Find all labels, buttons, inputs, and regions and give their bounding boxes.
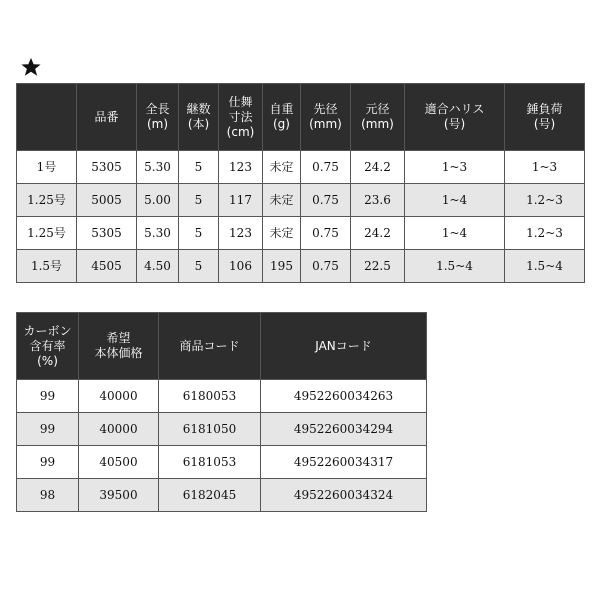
table-cell: 5.30 xyxy=(137,217,179,250)
table-row xyxy=(17,446,427,479)
star-icon xyxy=(20,56,42,78)
table-cell: 1.2~3 xyxy=(505,217,585,250)
table-row xyxy=(17,380,427,413)
table-cell: 123 xyxy=(219,151,263,184)
table-cell: 40500 xyxy=(79,446,159,479)
spec-header-line: 適合ハリス (号) xyxy=(405,84,505,151)
table-cell: 5305 xyxy=(77,151,137,184)
spec-header-butt-diameter: 元径 (mm) xyxy=(351,84,405,151)
price-table xyxy=(16,312,427,512)
table-cell: 1~4 xyxy=(405,184,505,217)
price-header-jan-code: JANコード xyxy=(261,313,427,380)
spec-table-header-row xyxy=(17,84,585,151)
table-cell: 5 xyxy=(179,250,219,283)
table-cell: 1.5号 xyxy=(17,250,77,283)
table-cell: 1~4 xyxy=(405,217,505,250)
table-cell: 5305 xyxy=(77,217,137,250)
spec-header-closed-length: 仕舞 寸法 (cm) xyxy=(219,84,263,151)
table-row xyxy=(17,413,427,446)
table-cell: 4952260034317 xyxy=(261,446,427,479)
table-cell: 4952260034324 xyxy=(261,479,427,512)
table-cell: 5 xyxy=(179,151,219,184)
table-cell: 6180053 xyxy=(159,380,261,413)
table-cell: 未定 xyxy=(263,151,301,184)
spec-header-weight: 自重 (g) xyxy=(263,84,301,151)
table-cell: 23.6 xyxy=(351,184,405,217)
table-cell: 99 xyxy=(17,446,79,479)
table-cell: 24.2 xyxy=(351,151,405,184)
table-cell: 4952260034263 xyxy=(261,380,427,413)
table-cell: 22.5 xyxy=(351,250,405,283)
price-header-price: 希望 本体価格 xyxy=(79,313,159,380)
table-cell: 123 xyxy=(219,217,263,250)
table-cell: 未定 xyxy=(263,217,301,250)
table-row xyxy=(17,250,585,283)
spec-header-blank xyxy=(17,84,77,151)
table-cell: 1.5~4 xyxy=(405,250,505,283)
spec-table xyxy=(16,83,585,283)
table-cell: 99 xyxy=(17,380,79,413)
table-cell: 5.00 xyxy=(137,184,179,217)
table-cell: 1.5~4 xyxy=(505,250,585,283)
spec-header-sinker: 錘負荷 (号) xyxy=(505,84,585,151)
table-cell: 6181050 xyxy=(159,413,261,446)
table-cell: 4.50 xyxy=(137,250,179,283)
table-cell: 5 xyxy=(179,217,219,250)
table-row xyxy=(17,217,585,250)
price-header-carbon: カーボン 含有率 (%) xyxy=(17,313,79,380)
table-cell: 117 xyxy=(219,184,263,217)
table-cell: 0.75 xyxy=(301,250,351,283)
table-cell: 0.75 xyxy=(301,184,351,217)
table-cell: 1~3 xyxy=(405,151,505,184)
spec-header-model: 品番 xyxy=(77,84,137,151)
price-table-header-row xyxy=(17,313,427,380)
table-cell: 99 xyxy=(17,413,79,446)
table-cell: 4952260034294 xyxy=(261,413,427,446)
table-cell: 1~3 xyxy=(505,151,585,184)
table-cell: 未定 xyxy=(263,184,301,217)
table-cell: 0.75 xyxy=(301,151,351,184)
table-cell: 106 xyxy=(219,250,263,283)
table-cell: 1号 xyxy=(17,151,77,184)
table-cell: 5 xyxy=(179,184,219,217)
table-cell: 5.30 xyxy=(137,151,179,184)
table-row xyxy=(17,151,585,184)
spec-header-length: 全長 (m) xyxy=(137,84,179,151)
table-cell: 1.25号 xyxy=(17,217,77,250)
table-cell: 5005 xyxy=(77,184,137,217)
table-cell: 39500 xyxy=(79,479,159,512)
table-cell: 98 xyxy=(17,479,79,512)
table-cell: 40000 xyxy=(79,380,159,413)
spec-header-tip-diameter: 先径 (mm) xyxy=(301,84,351,151)
table-cell: 40000 xyxy=(79,413,159,446)
table-cell: 6182045 xyxy=(159,479,261,512)
table-row xyxy=(17,479,427,512)
table-cell: 0.75 xyxy=(301,217,351,250)
table-cell: 4505 xyxy=(77,250,137,283)
table-cell: 6181053 xyxy=(159,446,261,479)
spec-header-sections: 継数 (本) xyxy=(179,84,219,151)
table-cell: 1.2~3 xyxy=(505,184,585,217)
table-row xyxy=(17,184,585,217)
table-cell: 195 xyxy=(263,250,301,283)
price-header-product-code: 商品コード xyxy=(159,313,261,380)
table-cell: 24.2 xyxy=(351,217,405,250)
table-cell: 1.25号 xyxy=(17,184,77,217)
